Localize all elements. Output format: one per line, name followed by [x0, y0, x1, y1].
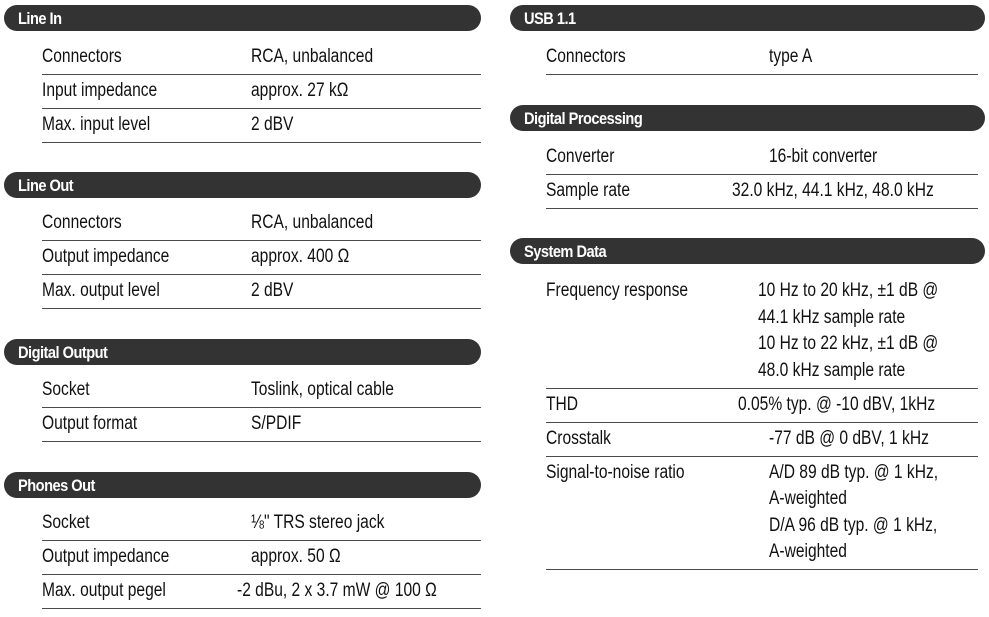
section-digital-processing	[510, 105, 985, 201]
spec-value: RCA, unbalanced	[251, 46, 374, 67]
spec-value: approx. 400 Ω	[251, 246, 350, 267]
section-title: USB 1.1	[524, 9, 576, 28]
section-title: Line In	[18, 9, 62, 28]
spec-row	[42, 275, 481, 309]
section-header	[510, 105, 985, 131]
spec-row	[546, 175, 978, 209]
spec-value-line: 10 Hz to 20 kHz, ±1 dB @	[758, 280, 939, 301]
spec-label: Frequency response	[546, 280, 689, 301]
spec-label: Socket	[42, 512, 90, 533]
spec-row	[42, 41, 481, 75]
spec-row	[42, 241, 481, 275]
spec-value: approx. 27 kΩ	[251, 80, 349, 101]
spec-table	[546, 141, 978, 209]
spec-value: -2 dBu, 2 x 3.7 mW @ 100 Ω	[237, 580, 438, 601]
spec-label: THD	[546, 393, 579, 415]
spec-value: 32.0 kHz, 44.1 kHz, 48.0 kHz	[731, 180, 934, 201]
spec-table	[546, 275, 978, 570]
spec-label: Signal-to-noise ratio	[546, 461, 685, 483]
spec-row	[42, 207, 481, 241]
spec-label: Connectors	[546, 46, 626, 67]
spec-row	[546, 423, 978, 457]
spec-table	[42, 374, 481, 442]
section-title: Phones Out	[18, 476, 95, 495]
spec-row	[42, 408, 481, 442]
spec-label: Output impedance	[42, 546, 170, 567]
section-digital-output	[4, 339, 481, 434]
section-header	[510, 238, 985, 264]
spec-label: Socket	[42, 379, 90, 400]
spec-value-line: A-weighted	[769, 541, 847, 562]
section-title: Digital Output	[18, 343, 108, 362]
section-title: Line Out	[18, 176, 74, 195]
spec-value	[758, 278, 938, 384]
spec-value: type A	[769, 46, 813, 67]
spec-row	[546, 389, 978, 423]
spec-label: Output format	[42, 413, 138, 434]
spec-value-line: 44.1 kHz sample rate	[758, 306, 906, 328]
section-header	[4, 5, 481, 31]
spec-row	[42, 507, 481, 541]
spec-value: S/PDIF	[251, 413, 302, 434]
spec-table	[42, 41, 481, 143]
section-phones-out	[4, 472, 481, 601]
spec-value: Toslink, optical cable	[251, 379, 394, 400]
spec-row	[42, 109, 481, 143]
spec-label: Max. output level	[42, 280, 160, 301]
spec-value: approx. 50 Ω	[251, 546, 341, 567]
spec-label: Connectors	[42, 46, 122, 67]
spec-label: Converter	[546, 146, 615, 167]
spec-row	[42, 374, 481, 408]
section-header	[4, 472, 481, 498]
spec-label: Input impedance	[42, 80, 158, 101]
spec-table	[546, 41, 978, 75]
spec-value: 0.05% typ. @ -10 dBV, 1kHz	[737, 393, 935, 415]
section-header	[4, 339, 481, 365]
spec-row	[546, 41, 978, 75]
spec-row	[546, 141, 978, 175]
spec-value-line: 10 Hz to 22 kHz, ±1 dB @	[758, 333, 939, 354]
section-usb	[510, 5, 985, 67]
spec-value-line: A-weighted	[769, 488, 847, 509]
spec-row	[42, 541, 481, 575]
section-line-in	[4, 5, 481, 135]
spec-label: Output impedance	[42, 246, 170, 267]
spec-label: Crosstalk	[546, 427, 611, 449]
spec-table	[42, 507, 481, 609]
spec-label: Max. output pegel	[42, 580, 166, 601]
spec-value	[769, 460, 940, 566]
spec-row	[42, 575, 481, 609]
spec-table	[42, 207, 481, 309]
spec-row	[546, 275, 978, 389]
spec-label: Sample rate	[546, 180, 631, 201]
section-system-data	[510, 238, 985, 562]
section-line-out	[4, 172, 481, 301]
spec-value-line: 48.0 kHz sample rate	[758, 359, 906, 381]
spec-value: ⅛" TRS stereo jack	[251, 512, 385, 533]
spec-value: 2 dBV	[251, 280, 294, 301]
section-title: Digital Processing	[524, 109, 643, 128]
spec-value: 16-bit converter	[769, 146, 878, 167]
spec-label: Connectors	[42, 212, 122, 233]
spec-row	[42, 75, 481, 109]
section-header	[4, 172, 481, 198]
spec-value: 2 dBV	[251, 114, 294, 135]
spec-row	[546, 457, 978, 571]
section-header	[510, 5, 985, 31]
spec-value: -77 dB @ 0 dBV, 1 kHz	[769, 427, 929, 449]
spec-value-line: A/D 89 dB typ. @ 1 kHz,	[769, 461, 939, 483]
section-title: System Data	[524, 242, 607, 261]
spec-label: Max. input level	[42, 114, 151, 135]
spec-value: RCA, unbalanced	[251, 212, 374, 233]
spec-value-line: D/A 96 dB typ. @ 1 kHz,	[769, 514, 938, 536]
